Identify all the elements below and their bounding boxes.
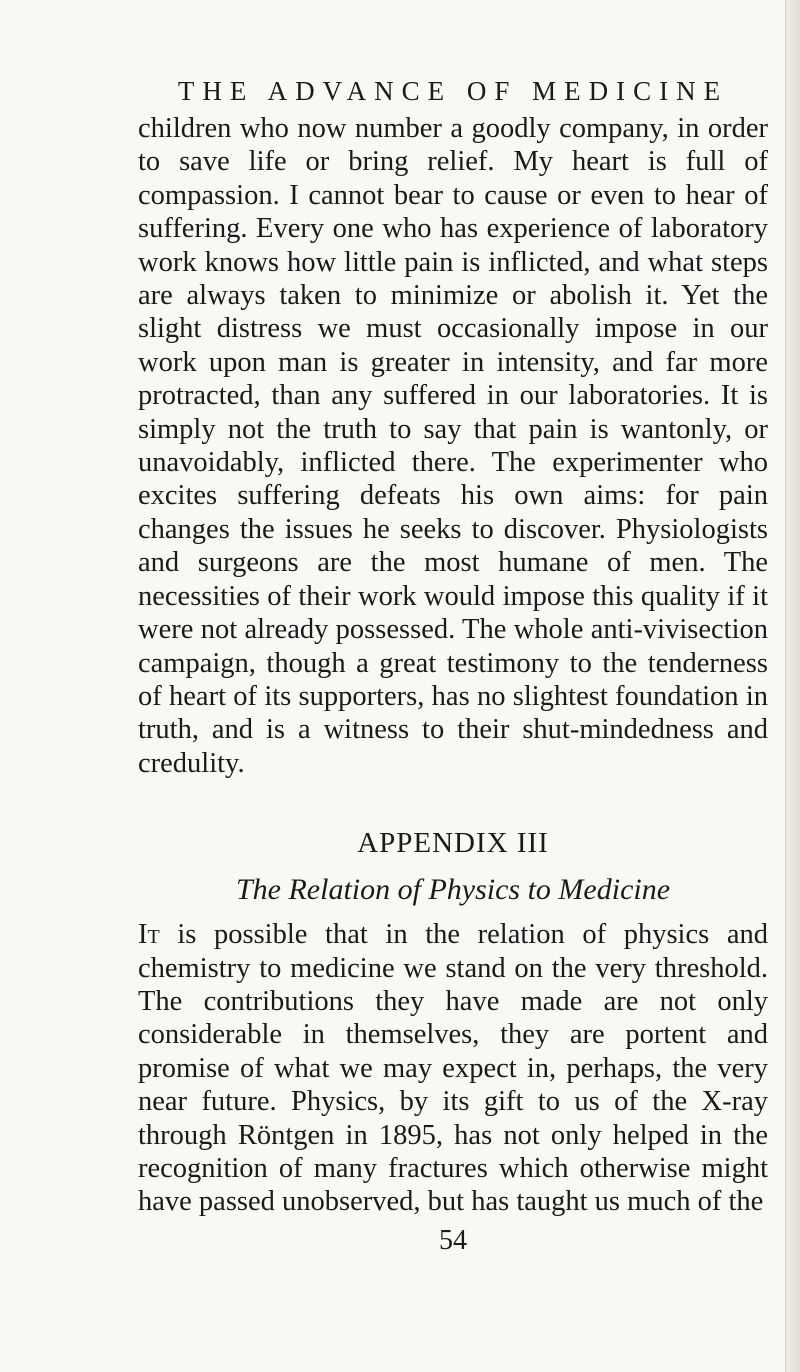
paragraph-1: children who now number a goodly company, in order to save life or bring relief. My heart is full of compassion. I cannot bear to cause or even to hear of suffering. Every one who has experience of laboratory work knows how little pain is inflicted, and what steps are always taken to minimize or abolish it. Yet the slight distress we must occasionally impose in our work upon man is greater in intensity, and far more protracted, than any suffered in our laboratories. It is simply not the truth to say that pain is wantonly, or unavoidably, inflicted there. The experimenter who excites suffering defeats his own aims: for pain changes the issues he seeks to discover. Physiologists and surgeons are the most humane of men. The necessities of their work would impose this quality if it were not already possessed. The whole anti-vivisection campaign, though a great testimony to the tenderness of heart of its supporters, has no slightest foundation in truth, and is a witness to their shut-mindedness and credulity. — [138, 113, 768, 779]
appendix-lead-word: It — [138, 919, 160, 951]
page-edge — [785, 0, 800, 1372]
appendix-body: is possible that in the relation of physics and chemistry to medicine we stand on the very threshold. The contributions they have made are not only considerable in themselves, they are portent and promise of what we may expect in, perhaps, the very near future. Physics, by its gift to us of the X-ray through Röntgen in 1895, has not only helped in the recognition of many fractures which otherwise might have passed unobserved, but has taught us much of the — [138, 919, 768, 1218]
appendix-paragraph — [138, 918, 768, 1219]
running-head: THE ADVANCE OF MEDICINE — [177, 76, 729, 106]
appendix-title: The Relation of Physics to Medicine — [235, 873, 671, 907]
appendix-heading: APPENDIX III — [357, 827, 549, 860]
page-number: 54 — [439, 1224, 467, 1256]
page-content — [138, 76, 768, 1257]
